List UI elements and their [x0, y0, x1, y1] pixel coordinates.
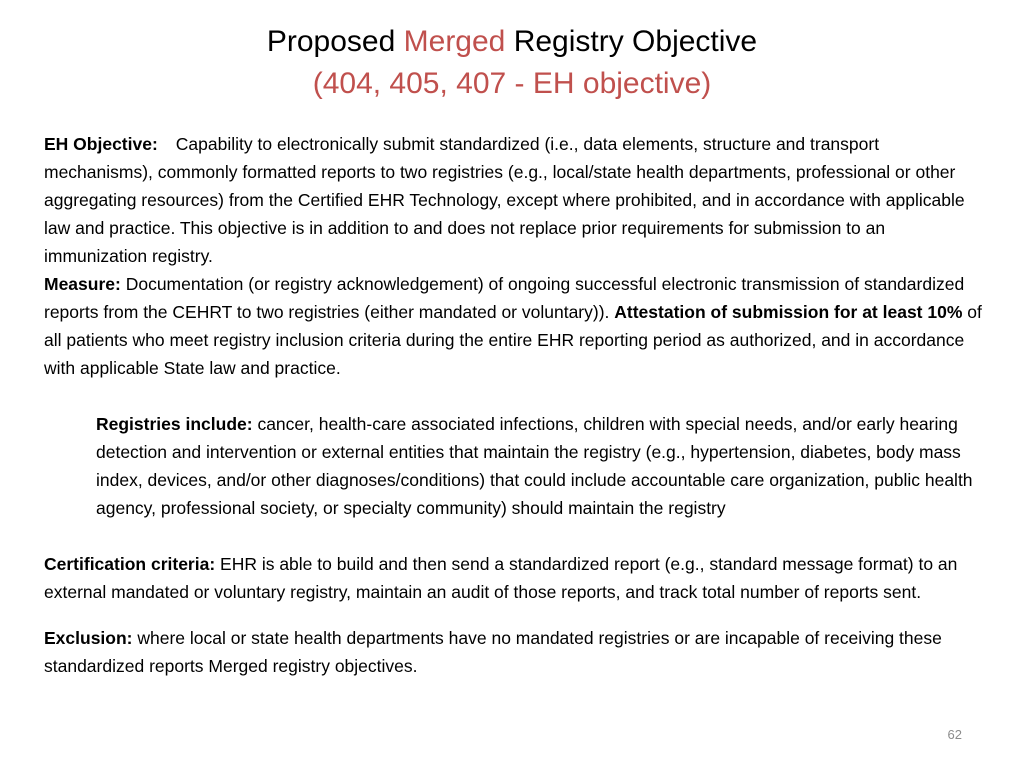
measure-bold-text: Attestation of submission for at least 10%	[614, 302, 963, 322]
registries-label: Registries include:	[96, 414, 253, 434]
measure-text-1: Documentation (or registry acknowledgement) of ongoing successful electronic transmission of standardized reports from the CEHRT to two registries (either mandated or voluntary)).	[44, 274, 965, 322]
registries-text: cancer, health-care associated infections, children with special needs, and/or early hearing detection and intervention or external entities that maintain the registry (e.g., hypertension, diabetes, body mass index, devices, and/or other diagnoses/conditions) that could include accountable care organization, public health agency, professional society, or specialty community) should maintain the registry	[96, 414, 973, 518]
exclusion-paragraph	[44, 624, 984, 680]
objective-label: EH Objective:	[44, 134, 158, 154]
certification-paragraph	[44, 550, 984, 606]
measure-paragraph	[44, 270, 984, 382]
measure-label: Measure:	[44, 274, 121, 294]
certification-label: Certification criteria:	[44, 554, 216, 574]
exclusion-text: where local or state health departments have no mandated registries or are incapable of receiving these standardized reports Merged registry objectives.	[44, 628, 942, 676]
objective-text: Capability to electronically submit standardized (i.e., data elements, structure and transport mechanisms), commonly formatted reports to two registries (e.g., local/state health departments, professional or other aggregating resources) from the Certified EHR Technology, except where prohibited, and in accordance with applicable law and practice. This objective is in addition to and does not replace prior requirements for submission to an immunization registry.	[44, 134, 965, 266]
spacer	[44, 382, 984, 410]
title-prefix: Proposed	[266, 25, 404, 58]
exclusion-label: Exclusion:	[44, 628, 133, 648]
page-number: 62	[947, 727, 962, 742]
slide-body	[44, 130, 984, 680]
measure-text-2: of all patients who meet registry inclusion criteria during the entire EHR reporting period as authorized, and in accordance with applicable State law and practice.	[44, 302, 982, 378]
slide-subtitle: (404, 405, 407 - EH objective)	[312, 67, 712, 100]
spacer	[44, 606, 984, 624]
slide-title	[0, 22, 1024, 62]
objective-paragraph	[44, 130, 984, 270]
title-accent: Merged	[403, 25, 506, 58]
certification-text: EHR is able to build and then send a standardized report (e.g., standard message format) to an external mandated or voluntary registry, maintain an audit of those reports, and track total number of reports sent.	[44, 554, 958, 602]
registries-paragraph	[44, 410, 984, 522]
spacer	[44, 522, 984, 550]
title-suffix: Registry Objective	[505, 25, 758, 58]
